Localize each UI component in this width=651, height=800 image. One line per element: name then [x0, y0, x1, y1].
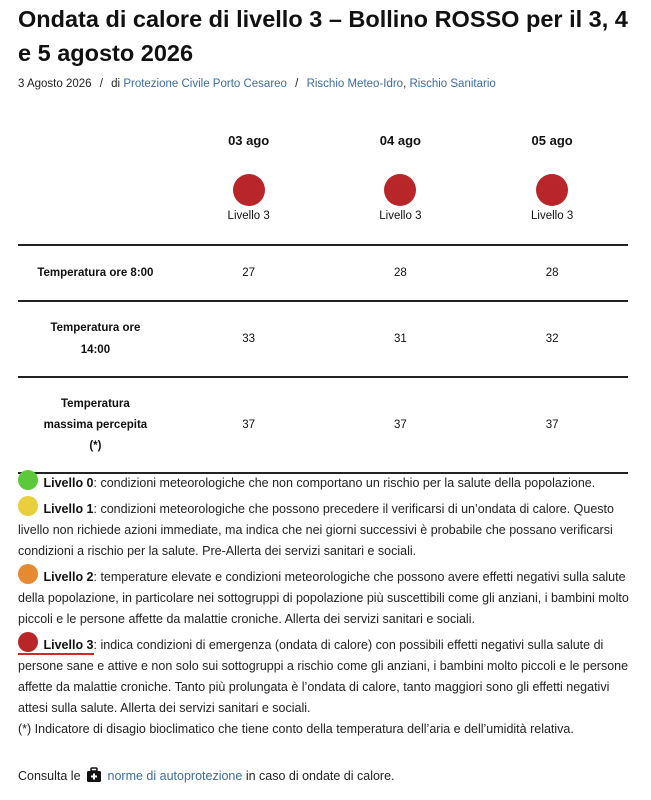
- row-label: [18, 301, 173, 377]
- legend-footnote: (*) Indicatore di disagio bioclimatico che tiene conto della temperatura dell’aria e dell’umidità relativa.: [18, 722, 574, 736]
- meta-separator: /: [99, 78, 103, 90]
- table-cell: 37: [173, 377, 325, 473]
- level-label: Livello 3: [227, 210, 270, 222]
- category-link-meteo[interactable]: Rischio Meteo-Idro: [306, 78, 404, 90]
- legend-item-level-0: [18, 470, 634, 494]
- green-level-dot-icon: [18, 470, 38, 490]
- first-aid-kit-icon: [86, 767, 102, 786]
- day-header: 03 ago: [228, 132, 270, 148]
- category-comma: ,: [403, 78, 407, 90]
- level-label: Livello 3: [379, 210, 422, 222]
- legend-title: Livello 0: [43, 476, 94, 490]
- table-row-temp-max: [18, 377, 628, 473]
- level-legend: [18, 470, 634, 740]
- table-cell: 31: [325, 301, 477, 377]
- legend-item-level-1: [18, 496, 634, 562]
- yellow-level-dot-icon: [18, 496, 38, 516]
- legend-text: : condizioni meteorologiche che non comportano un rischio per la salute della popolazione.: [93, 476, 596, 490]
- consulta-prefix: Consulta le: [18, 769, 81, 783]
- table-row-temp-1400: [18, 301, 628, 377]
- level-cell: [476, 154, 628, 245]
- consulta-suffix: in caso di ondate di calore.: [245, 769, 395, 783]
- table-cell: 33: [173, 301, 325, 377]
- day-header: 05 ago: [531, 132, 573, 148]
- legend-text: : indica condizioni di emergenza (ondata di calore) con possibili effetti negativi sulla salute di persone sane e attive e non solo sui sottogruppi a rischio come gli anziani, i bambini molto piccoli e le persone affette da malattie croniche. Tanto più prolungata è l’ondata di calore, tanto maggiori sono gli effetti negativi attesi sulla salute. Allerta dei servizi sanitari e sociali.: [18, 638, 629, 715]
- red-level-dot-icon: [18, 632, 38, 652]
- category-link-sanitario[interactable]: Rischio Sanitario: [409, 78, 496, 90]
- level-cell: [173, 154, 325, 245]
- legend-item-level-2: [18, 564, 634, 630]
- legend-item-level-3: [18, 632, 634, 719]
- row-label-line: massima percepita: [43, 418, 148, 431]
- row-label-line: (*): [89, 439, 102, 452]
- forecast-table: [18, 126, 628, 474]
- days-header-row: [18, 126, 628, 154]
- page-title: Ondata di calore di livello 3 – Bollino ROSSO per il 3, 4 e 5 agosto 2026: [18, 6, 628, 66]
- red-level-dot-icon: [536, 174, 568, 206]
- legend-title: Livello 3: [43, 638, 94, 652]
- level-row: [18, 154, 628, 245]
- empty-level-cell: [18, 154, 173, 245]
- level-cell: [325, 154, 477, 245]
- row-label: [18, 377, 173, 473]
- day-header: 04 ago: [379, 132, 421, 148]
- table-cell: 28: [325, 245, 477, 301]
- table-cell: 37: [325, 377, 477, 473]
- red-level-dot-icon: [384, 174, 416, 206]
- table-cell: 32: [476, 301, 628, 377]
- norme-autoprotezione-link[interactable]: norme di autoprotezione: [107, 769, 243, 783]
- post-date: 3 Agosto 2026: [18, 78, 92, 90]
- row-label-line: 14:00: [80, 344, 111, 356]
- table-cell: 28: [476, 245, 628, 301]
- author-link[interactable]: Protezione Civile Porto Cesareo: [123, 78, 287, 90]
- row-label: Temperatura ore 8:00: [18, 245, 173, 301]
- table-cell: 27: [173, 245, 325, 301]
- level-3-highlight: [18, 638, 94, 655]
- post-meta: [18, 78, 496, 90]
- meta-separator: /: [295, 78, 299, 90]
- legend-text: : temperature elevate e condizioni meteorologiche che possono avere effetti negativi sulla salute della popolazione, in particolare nei sottogruppi di popolazione più suscettibili come gli anziani, i bambini molto piccoli e le persone affette da malattie croniche. Allerta dei servizi sanitari e sociali.: [18, 570, 629, 626]
- legend-text: : condizioni meteorologiche che possono precedere il verificarsi di un’ondata di calore. Questo livello non richiede azioni immediate, ma indica che nei giorni successivi è probabile che possano verificarsi condizioni a rischio per la salute. Pre-Allerta dei servizi sanitari e sociali.: [18, 502, 614, 558]
- legend-title: Livello 1: [43, 502, 94, 516]
- table-row-temp-0800: [18, 245, 628, 301]
- level-label: Livello 3: [531, 210, 574, 222]
- row-label-line: Temperatura: [60, 397, 130, 410]
- consulta-line: [18, 767, 395, 786]
- empty-header-cell: [18, 126, 173, 154]
- orange-level-dot-icon: [18, 564, 38, 584]
- legend-title: Livello 2: [43, 570, 94, 584]
- red-level-dot-icon: [233, 174, 265, 206]
- row-label-line: Temperatura ore: [50, 322, 141, 334]
- by-prefix: di: [111, 78, 121, 90]
- table-cell: 37: [476, 377, 628, 473]
